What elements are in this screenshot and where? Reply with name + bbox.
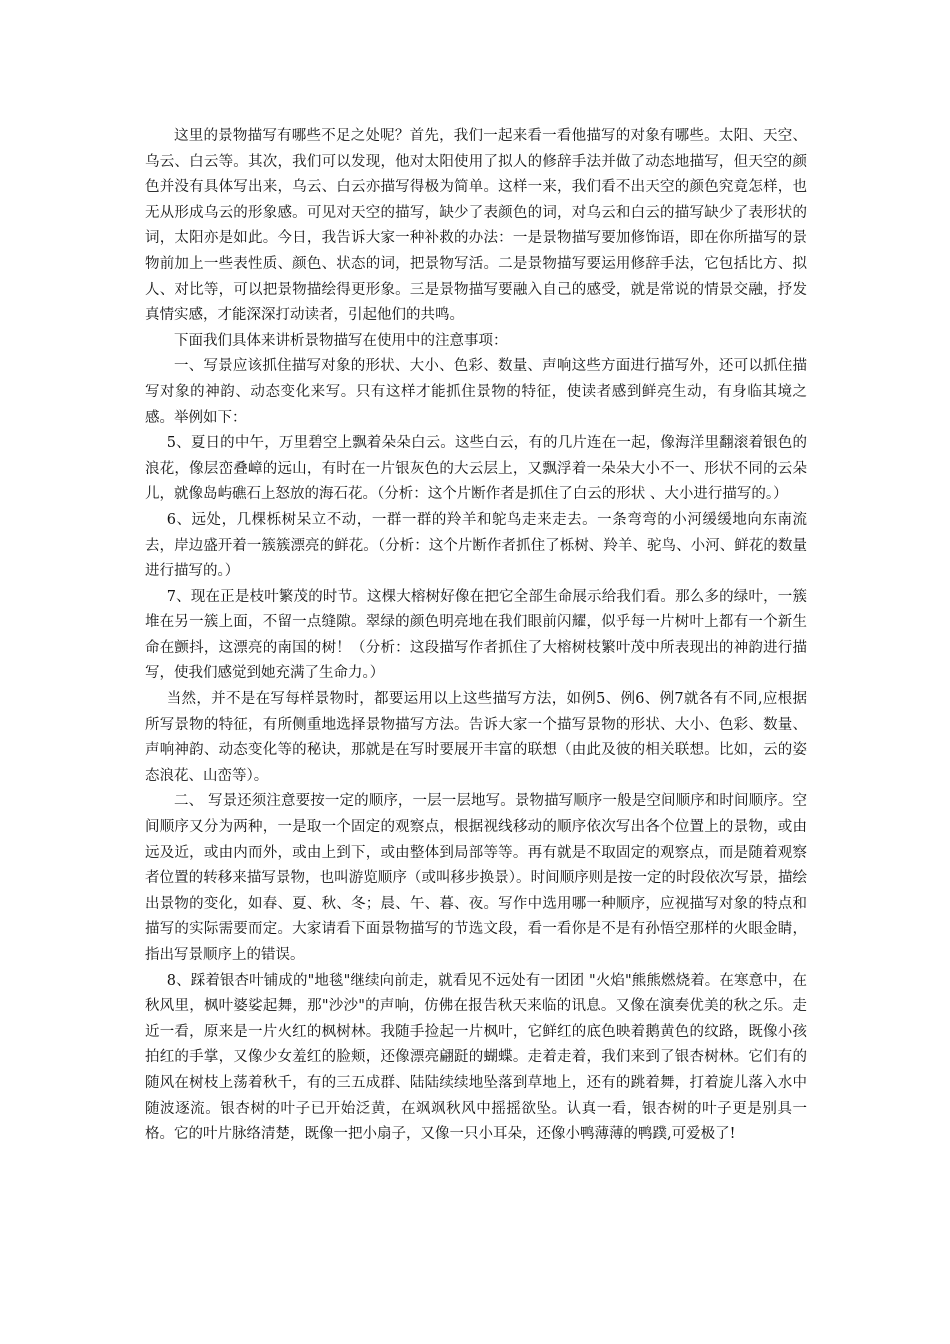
paragraph-transition: 下面我们具体来讲析景物描写在使用中的注意事项： [174, 332, 508, 349]
paragraph-summary: 当然，并不是在写每样景物时，都要运用以上这些描写方法，如例5、例6、例7就各有不同,应根据所写景物的特征，有所侧重地选择景物描写方法。告诉大家一个描写景物的形状、大小、色彩、数量、声响神韵、动态变化等的秘诀，那就是在写时要展开丰富的联想（由此及彼的相关联想。比如，云的姿态浪花、山峦等）。 [145, 691, 807, 784]
paragraph-point-one: 一、写景应该抓住描写对象的形状、大小、色彩、数量、声响这些方面进行描写外，还可以抓住描写对象的神韵、动态变化来写。只有这样才能抓住景物的特征，使读者感到鲜亮生动，有身临其境之感。举例如下： [145, 358, 807, 426]
paragraph-intro: 这里的景物描写有哪些不足之处呢？首先，我们一起来看一看他描写的对象有哪些。太阳、天空、乌云、白云等。其次，我们可以发现，他对太阳使用了拟人的修辞手法并做了动态地描写，但天空的颜色并没有具体写出来，乌云、白云亦描写得极为简单。这样一来，我们看不出天空的颜色究竟怎样，也无从形成乌云的形象感。可见对天空的描写，缺少了表颜色的词，对乌云和白云的描写缺少了表形状的词，太阳亦是如此。今日，我告诉大家一种补救的办法：一是景物描写要加修饰语，即在你所描写的景物前加上一些表性质、颜色、状态的词，把景物写活。二是景物描写要运用修辞手法，它包括比方、拟人、对比等，可以把景物描绘得更形象。三是景物描写要融入自己的感受，就是常说的情景交融，抒发真情实感，才能深深打动读者，引起他们的共鸣。 [145, 128, 807, 324]
document-page [145, 124, 807, 1148]
paragraph-example-7: 7、现在正是枝叶繁茂的时节。这棵大榕树好像在把它全部生命展示给我们看。那么多的绿叶，一簇堆在另一簇上面，不留一点缝隙。翠绿的颜色明亮地在我们眼前闪耀，似乎每一片树叶上都有一个新生命在颤抖，这漂亮的南国的树！（分析：这段描写作者抓住了大榕树枝繁叶茂中所表现出的神韵进行描写，使我们感觉到她充满了生命力。） [145, 588, 807, 682]
paragraph-point-two: 二、 写景还须注意要按一定的顺序，一层一层地写。景物描写顺序一般是空间顺序和时间顺序。空间顺序又分为两种，一是取一个固定的观察点，根据视线移动的顺序依次写出各个位置上的景物，或由远及近，或由内而外，或由上到下，或由整体到局部等等。再有就是不取固定的观察点，而是随着观察者位置的转移来描写景物，也叫游览顺序（或叫移步换景）。时间顺序则是按一定的时段依次写景，描绘出景物的变化，如春、夏、秋、冬；晨、午、暮、夜。写作中选用哪一种顺序，应视描写对象的特点和描写的实际需要而定。大家请看下面景物描写的节选文段，看一看你是不是有孙悟空那样的火眼金睛，指出写景顺序上的错误。 [145, 793, 807, 963]
paragraph-example-8: 8、踩着银杏叶铺成的"地毯"继续向前走，就看见不远处有一团团 "火焰"熊熊燃烧着。在寒意中，在秋风里，枫叶婆娑起舞，那"沙沙"的声响，仿佛在报告秋天来临的讯息。又像在演奏优美的秋之乐。走近一看，原来是一片火红的枫树林。我随手捡起一片枫叶，它鲜红的底色映着鹅黄色的纹路，既像小孩拍红的手掌，又像少女羞红的脸颊，还像漂亮翩跹的蝴蝶。走着走着，我们来到了银杏树林。它们有的随风在树枝上荡着秋千，有的三五成群、陆陆续续地坠落到草地上，还有的跳着舞，打着旋儿落入水中随波逐流。银杏树的叶子已开始泛黄，在飒飒秋风中摇摇欲坠。认真一看，银杏树的叶子更是别具一格。它的叶片脉络清楚，既像一把小扇子，又像一只小耳朵，还像小鸭薄薄的鸭蹼,可爱极了! [145, 972, 807, 1143]
paragraph-example-5: 5、夏日的中午，万里碧空上飘着朵朵白云。这些白云，有的几片连在一起，像海洋里翻滚着银色的浪花，像层峦叠嶂的远山，有时在一片银灰色的大云层上，又飘浮着一朵朵大小不一、形状不同的云朵儿，就像岛屿礁石上怒放的海石花。（分析：这个片断作者是抓住了白云的形状 、大小进行描写的。） [145, 435, 807, 503]
paragraph-example-6: 6、远处，几棵栎树呆立不动，一群一群的羚羊和鸵鸟走来走去。一条弯弯的小河缓缓地向东南流去，岸边盛开着一簇簇漂亮的鲜花。（分析：这个片断作者抓住了栎树、羚羊、驼鸟、小河、鲜花的数量进行描写的。） [145, 511, 807, 580]
